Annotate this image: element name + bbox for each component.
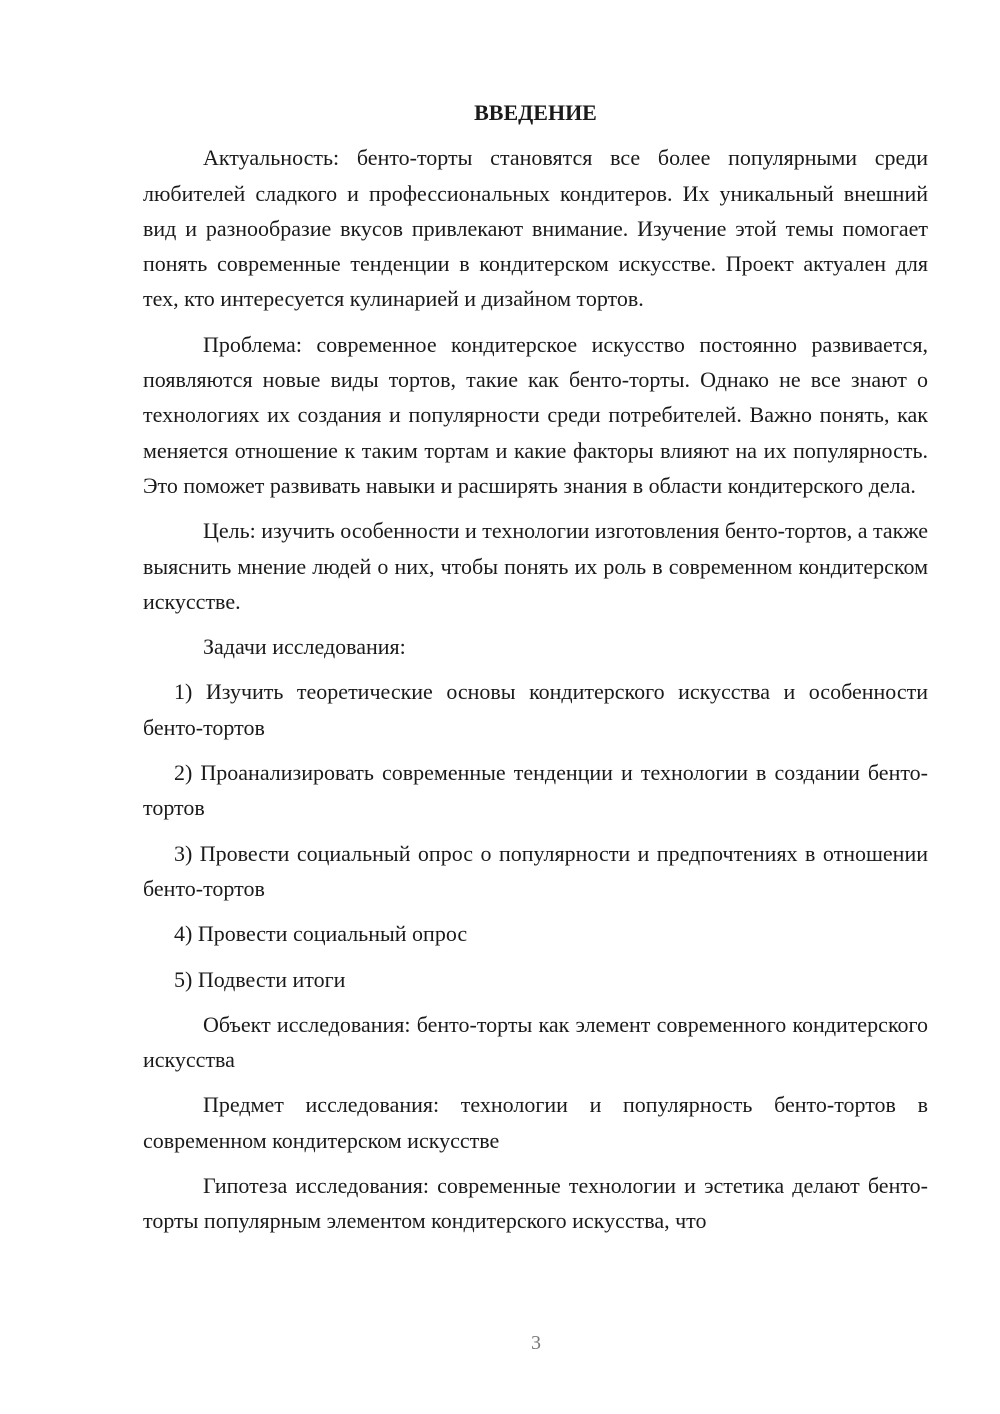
task-item: 4) Провести социальный опрос xyxy=(174,921,468,947)
section-title: ВВЕДЕНИЕ xyxy=(474,100,597,125)
object-paragraph: Объект исследования: бенто-торты как элемент современного кондитерского искусства xyxy=(143,1011,928,1073)
document-page xyxy=(143,95,928,1249)
task-item: 1) Изучить теоретические основы кондитерского искусства и особенности бенто-тортов xyxy=(143,679,928,740)
task-item: 2) Проанализировать современные тенденции и технологии в создании бенто-тортов xyxy=(143,760,928,821)
relevance-paragraph: Актуальность: бенто-торты становятся все более популярными среди любителей сладкого и профессиональных кондитеров. Их уникальный внешний вид и разнообразие вкусов привлекают внимание. Изучение этой темы помогает понять современные тенденции в кондитерском искусстве. Проект актуален для тех, кто интересуется кулинарией и дизайном тортов. xyxy=(143,145,928,312)
task-item: 3) Провести социальный опрос о популярности и предпочтениях в отношении бенто-тортов xyxy=(143,840,928,901)
page-number: 3 xyxy=(531,1332,541,1354)
problem-paragraph: Проблема: современное кондитерское искусство постоянно развивается, появляются новые виды тортов, такие как бенто-торты. Однако не все знают о технологиях их создания и популярности среди потребителей. Важно понять, как меняется отношение к таким тортам и какие факторы влияют на их популярность. Это поможет развивать навыки и расширять знания в области кондитерского дела. xyxy=(143,331,928,498)
subject-paragraph: Предмет исследования: технологии и популярность бенто-тортов в современном кондитерском искусстве xyxy=(143,1092,928,1153)
goal-paragraph: Цель: изучить особенности и технологии изготовления бенто-тортов, а также выяснить мнение людей о них, чтобы понять их роль в современном кондитерском искусстве. xyxy=(143,518,928,614)
hypothesis-paragraph: Гипотеза исследования: современные технологии и эстетика делают бенто-торты популярным элементом кондитерского искусства, что xyxy=(143,1173,928,1234)
tasks-heading: Задачи исследования: xyxy=(203,634,406,660)
task-item: 5) Подвести итоги xyxy=(174,966,346,992)
